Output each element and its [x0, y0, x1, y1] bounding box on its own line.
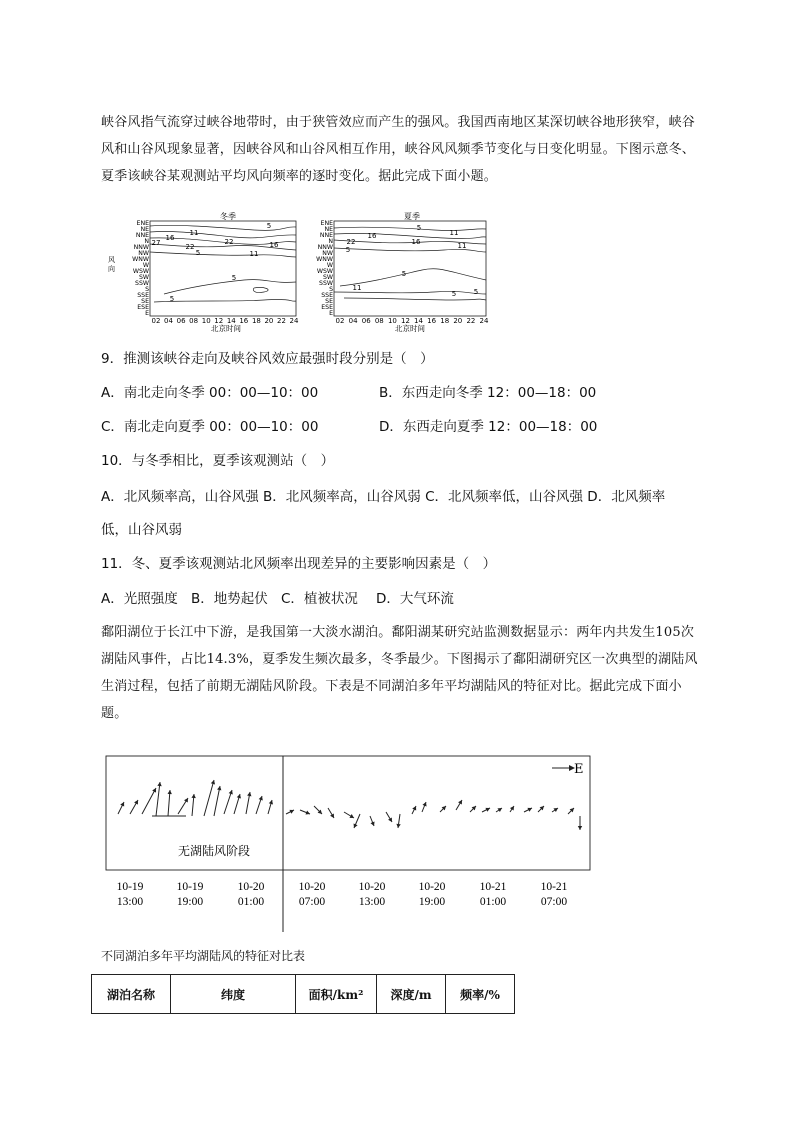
wind-vector-arrow: [552, 808, 558, 812]
summer-x-label: 北京时间: [395, 324, 425, 333]
time-tick-date: 10-20: [358, 881, 386, 893]
direction-tick-label: E: [329, 310, 333, 317]
passage-intro-canyon-wind: 峡谷风指气流穿过峡谷地带时，由于狭管效应而产生的强风。我国西南地区某深切峡谷地形狭窄，峡谷风和山谷风现象显著，因峡谷风和山谷风相互作用，峡谷风风频季节变化与日变化明显。下图示意冬、夏季该峡谷某观测站平均风向频率的逐时变化。据此完成下面小题。: [101, 115, 696, 184]
svg-text:5: 5: [473, 288, 479, 296]
direction-tick-label: NNE: [135, 232, 149, 239]
hour-tick-label: 10: [387, 317, 397, 325]
hour-tick-label: 20: [264, 317, 274, 325]
direction-tick-label: WSW: [132, 268, 149, 275]
direction-tick-label: W: [326, 262, 333, 269]
svg-text:5: 5: [231, 274, 237, 282]
question-11-stem: 11．冬、夏季该观测站北风频率出现差异的主要影响因素是（ ）: [101, 556, 497, 572]
wind-vector-arrow: [482, 808, 490, 812]
question-10-stem: 10．与冬季相比，夏季该观测站（ ）: [101, 453, 335, 469]
east-label: E: [574, 762, 584, 777]
svg-text:11: 11: [189, 229, 199, 237]
q9-option-d[interactable]: D．东西走向夏季 12：00—18：00: [379, 419, 598, 435]
summer-label: 5: [416, 224, 422, 232]
hour-tick-label: 14: [414, 317, 423, 325]
direction-tick-label: NE: [324, 226, 333, 233]
time-tick-date: 10-21: [540, 881, 568, 893]
q9-option-b[interactable]: B．东西走向冬季 12：00—18：00: [379, 385, 597, 401]
wind-vector-arrow: [246, 792, 251, 814]
wind-vector-arrow: [167, 790, 171, 816]
hour-tick-label: 08: [374, 317, 384, 325]
time-tick-date: 10-21: [479, 881, 507, 893]
direction-tick-label: WSW: [316, 268, 333, 275]
time-tick-hour: 07:00: [298, 896, 326, 908]
question-9-stem: 9．推测该峡谷走向及峡谷风效应最强时段分别是（ ）: [101, 351, 434, 367]
direction-tick-label: SSE: [321, 292, 333, 299]
direction-tick-label: ESE: [321, 304, 333, 311]
wind-vector-arrow: [234, 794, 241, 814]
time-tick-date: 10-19: [116, 881, 144, 893]
direction-tick-label: E: [145, 310, 149, 317]
svg-text:11: 11: [449, 229, 459, 237]
direction-tick-label: N: [144, 238, 149, 245]
wind-vector-arrow: [130, 800, 138, 814]
wind-vector-arrow: [191, 794, 195, 816]
q10-options-line2[interactable]: 低，山谷风弱: [101, 522, 182, 538]
direction-tick-label: SW: [138, 274, 149, 281]
wind-vector-arrow: [456, 800, 462, 810]
time-tick-hour: 19:00: [418, 896, 446, 908]
hour-tick-label: 06: [361, 317, 371, 325]
wind-vector-arrow: [578, 816, 582, 830]
wind-vector-arrow: [538, 806, 544, 812]
hour-tick-label: 20: [453, 317, 463, 325]
col-depth: 深度/m: [377, 975, 446, 1014]
winter-label: 5: [266, 222, 272, 230]
direction-tick-label: ENE: [136, 220, 149, 227]
hour-tick-label: 02: [335, 317, 345, 325]
figure-wind-frequency: [104, 210, 496, 334]
svg-text:22: 22: [224, 238, 234, 246]
summer-title: 夏季: [404, 212, 420, 221]
hour-tick-label: 08: [189, 317, 199, 325]
col-latitude: 纬度: [171, 975, 296, 1014]
direction-tick-label: N: [328, 238, 333, 245]
table-caption: 不同湖泊多年平均湖陆风的特征对比表: [101, 949, 306, 963]
svg-text:向: 向: [108, 265, 115, 273]
hour-tick-label: 18: [251, 317, 261, 325]
q11-option-c[interactable]: C．植被状况: [281, 591, 358, 607]
direction-tick-label: S: [329, 286, 333, 293]
wind-vector-arrow: [412, 806, 416, 814]
wind-vector-arrow: [214, 786, 221, 816]
time-tick-date: 10-19: [176, 881, 204, 893]
svg-text:5: 5: [345, 246, 351, 254]
wind-vector-arrow: [396, 814, 400, 828]
direction-tick-label: NE: [140, 226, 149, 233]
wind-vector-arrow: [496, 808, 502, 812]
wind-vector-arrow: [422, 802, 427, 812]
hour-tick-label: 24: [289, 317, 299, 325]
q11-option-d[interactable]: D．大气环流: [376, 591, 454, 607]
direction-tick-label: SE: [325, 298, 333, 305]
wind-vector-arrow: [118, 802, 124, 814]
no-breeze-stage-label: 无湖陆风阶段: [177, 844, 251, 858]
svg-text:22: 22: [346, 238, 356, 246]
direction-tick-label: NNW: [133, 244, 149, 251]
hour-tick-label: 16: [239, 317, 249, 325]
svg-text:16: 16: [411, 238, 421, 246]
winter-x-label: 北京时间: [211, 324, 241, 333]
wind-vector-arrow: [344, 812, 354, 818]
direction-tick-label: W: [142, 262, 149, 269]
summer-frame: [334, 221, 486, 316]
q11-option-a[interactable]: A．光照强度: [101, 591, 178, 607]
q11-option-b[interactable]: B．地势起伏: [191, 591, 268, 607]
wind-vector-arrow: [286, 810, 294, 814]
svg-text:11: 11: [457, 242, 467, 250]
direction-tick-label: SE: [141, 298, 149, 305]
svg-text:22: 22: [185, 243, 195, 251]
direction-tick-label: SSW: [135, 280, 149, 287]
svg-text:11: 11: [249, 250, 259, 258]
time-tick-hour: 01:00: [237, 896, 265, 908]
hour-tick-label: 12: [401, 317, 410, 325]
hour-tick-label: 10: [201, 317, 211, 325]
direction-tick-label: S: [145, 286, 149, 293]
col-area: 面积/km²: [296, 975, 377, 1014]
hour-tick-label: 04: [348, 317, 358, 325]
wind-vector-arrow: [568, 808, 574, 814]
hour-tick-label: 22: [277, 317, 286, 325]
svg-text:16: 16: [367, 232, 377, 240]
time-tick-date: 10-20: [237, 881, 265, 893]
direction-tick-label: WNW: [316, 256, 333, 263]
svg-text:11: 11: [352, 284, 362, 292]
passage-poyang-lake: 鄱阳湖位于长江中下游，是我国第一大淡水湖泊。鄱阳湖某研究站监测数据显示：两年内共发生105次湖陆风事件，占比14.3%，夏季发生频次最多，冬季最少。下图揭示了鄱阳湖研究区一次典型的湖陆风生消过程，包括了前期无湖陆风阶段。下表是不同湖泊多年平均湖陆风的特征对比。据此完成下面小题。: [101, 625, 698, 721]
wind-vector-arrow: [314, 806, 322, 814]
q9-option-c[interactable]: C．南北走向夏季 00：00—10：00: [101, 419, 319, 435]
col-lake-name: 湖泊名称: [92, 975, 171, 1014]
wind-vector-arrow: [224, 790, 233, 814]
wind-vector-arrow: [156, 782, 162, 816]
wind-vector-arrow: [370, 816, 375, 826]
time-tick-hour: 01:00: [479, 896, 507, 908]
col-frequency: 频率/%: [446, 975, 515, 1014]
direction-tick-label: SSW: [319, 280, 333, 287]
wind-vector-arrow: [204, 780, 215, 816]
figure-lake-breeze-process: [100, 754, 596, 934]
hour-tick-label: 22: [466, 317, 476, 325]
direction-tick-label: SW: [322, 274, 333, 281]
q10-options-line1[interactable]: A．北风频率高，山谷风强 B．北风频率高，山谷风弱 C．北风频率低，山谷风强 D．北风频率: [101, 489, 666, 505]
wind-vector-arrow: [256, 796, 263, 814]
hour-tick-label: 02: [151, 317, 161, 325]
direction-tick-label: WNW: [132, 256, 149, 263]
wind-vector-arrow: [300, 810, 310, 815]
svg-text:5: 5: [451, 290, 457, 298]
svg-text:16: 16: [165, 234, 175, 242]
time-tick-hour: 19:00: [176, 896, 204, 908]
wind-vector-arrow: [268, 800, 273, 814]
wind-vector-arrow: [354, 814, 360, 828]
svg-text:16: 16: [269, 241, 279, 249]
time-tick-hour: 13:00: [358, 896, 386, 908]
hour-tick-label: 18: [440, 317, 450, 325]
wind-vector-arrow: [470, 806, 476, 812]
wind-vector-arrow: [510, 806, 514, 812]
wind-vector-arrow: [328, 808, 334, 818]
time-tick-date: 10-20: [418, 881, 446, 893]
wind-vector-arrow: [142, 788, 156, 814]
direction-tick-label: ESE: [137, 304, 149, 311]
hour-tick-label: 04: [164, 317, 173, 325]
wind-vector-arrow: [386, 812, 392, 822]
time-tick-hour: 13:00: [116, 896, 144, 908]
q9-option-a[interactable]: A．南北走向冬季 00：00—10：00: [101, 385, 319, 401]
time-tick-date: 10-20: [298, 881, 326, 893]
direction-tick-label: NW: [138, 250, 149, 257]
hour-tick-label: 24: [479, 317, 489, 325]
hour-tick-label: 12: [214, 317, 224, 325]
time-tick-hour: 07:00: [540, 896, 568, 908]
wind-vector-arrow: [178, 798, 188, 814]
hour-tick-label: 14: [226, 317, 236, 325]
direction-tick-label: NNW: [317, 244, 333, 251]
svg-text:5: 5: [169, 295, 175, 303]
direction-tick-label: ENE: [320, 220, 333, 227]
svg-text:27: 27: [151, 239, 161, 247]
hour-tick-label: 06: [176, 317, 186, 325]
winter-title: 冬季: [220, 212, 236, 221]
svg-text:5: 5: [401, 270, 407, 278]
wind-vector-arrow: [524, 808, 532, 812]
wind-vector-arrow: [440, 806, 446, 812]
svg-text:5: 5: [195, 249, 201, 257]
lake-comparison-table: [91, 974, 515, 1014]
direction-tick-label: NW: [322, 250, 333, 257]
direction-tick-label: SSE: [137, 292, 149, 299]
direction-tick-label: NNE: [319, 232, 333, 239]
wind-dir-axis-label: 风: [108, 256, 115, 264]
hour-tick-label: 16: [427, 317, 437, 325]
